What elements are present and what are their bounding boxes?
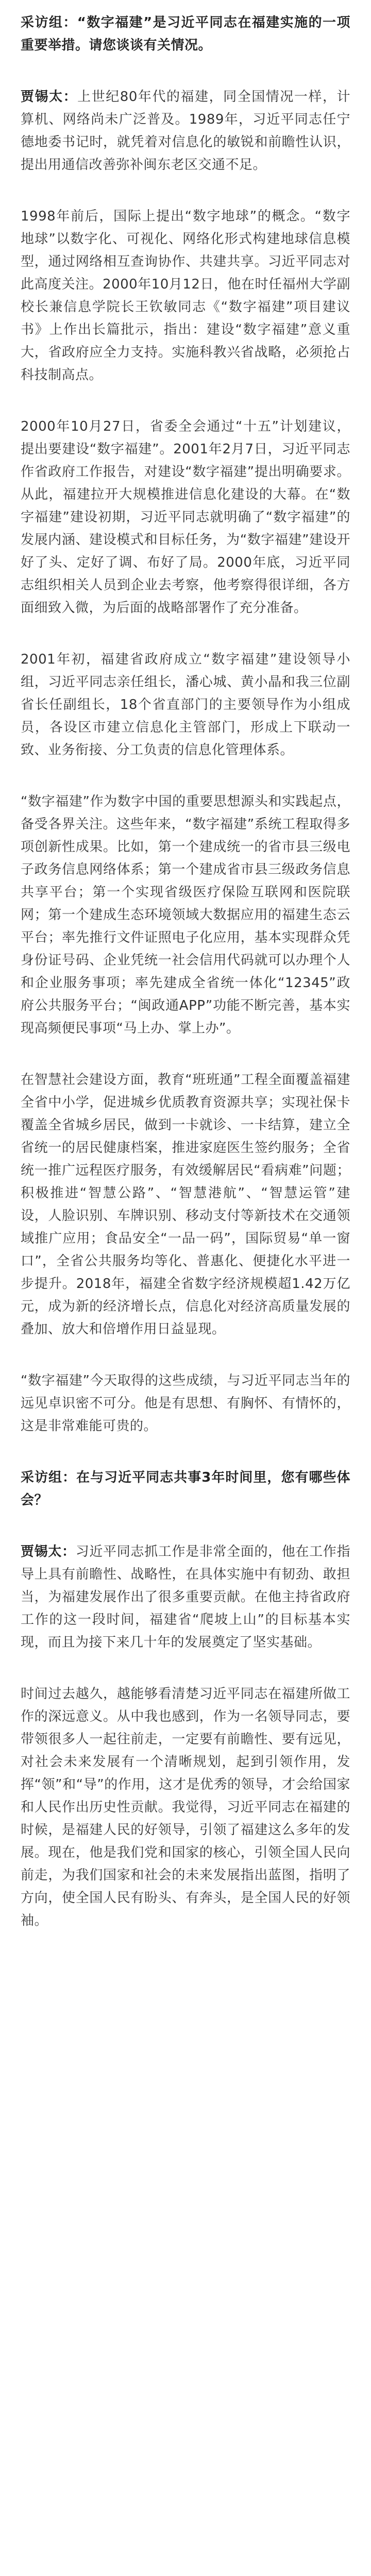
answer-paragraph — [21, 86, 350, 176]
question-speaker: 采访组： — [21, 15, 77, 30]
question-text: “数字福建”是习近平同志在福建实施的一项重要举措。请您谈谈有关情况。 — [21, 15, 350, 53]
body-paragraph: “数字福建”作为数字中国的重要思想源头和实践起点，备受各界关注。这些年来，“数字福建”系统工程取得多项创新性成果。比如，第一个建成统一的省市县三级电子政务信息网络体系；第一个建成省市县三级政务信息共享平台；第一个实现省级医疗保险互联网和医院联网；第一个建成生态环境领域大数据应用的福建生态云平台；率先推行文件证照电子化应用，基本实现群众凭身份证号码、企业凭统一社会信用代码就可以办理个人和企业服务事项；率先建成全省统一体化“12345”政府公共服务平台；“闽政通APP”功能不断完善，基本实现高频便民事项“马上办、掌上办”。 — [21, 794, 350, 1036]
question-text: 在与习近平同志共事3年时间里，您有哪些体会？ — [21, 1470, 350, 1508]
body-paragraph: 1998年前后，国际上提出“数字地球”的概念。“数字地球”以数字化、可视化、网络化形式构建地球信息模型，通过网络相互查询协作、共建共享。习近平同志对此高度关注。2000年10月12日，他在时任福州大学副校长兼信息学院长王钦敏同志《“数字福建”项目建议书》上作出长篇批示，指出：建设“数字福建”意义重大，省政府应全力支持。实施科教兴省战略，必须抢占科技制高点。 — [21, 209, 350, 383]
body-paragraph: 在智慧社会建设方面，教育“班班通”工程全面覆盖福建全省中小学，促进城乡优质教育资源共享；实现社保卡覆盖全省城乡居民，做到一卡就诊、一卡结算，建立全省统一的居民健康档案，推进家庭医生签约服务；全省统一推广远程医疗服务，有效缓解居民“看病难”问题；积极推进“智慧公路”、“智慧港航”、“智慧运管”建设，人脸识别、车牌识别、移动支付等新技术在交通领域推广应用；食品安全“一品一码”，国际贸易“单一窗口”，全省公共服务均等化、普惠化、便捷化水平进一步提升。2018年，福建全省数字经济规模超1.42万亿元，成为新的经济增长点，信息化对经济高质量发展的叠加、放大和倍增作用日益显现。 — [21, 1072, 350, 1337]
body-paragraph: “数字福建”今天取得的这些成绩，与习近平同志当年的远见卓识密不可分。他是有思想、有胸怀、有情怀的，这是非常难能可贵的。 — [21, 1373, 350, 1434]
answer-text: 习近平同志抓工作是非常全面的，他在工作指导上具有前瞻性、战略性，在具体实施中有韧劲、敢担当，为福建发展作出了很多重要贡献。在他主持省政府工作的这一段时间，福建省“爬坡上山”的目标基本实现，而且为接下来几十年的发展奠定了坚实基础。 — [21, 1544, 350, 1650]
body-paragraph: 2001年初，福建省政府成立“数字福建”建设领导小组，习近平同志亲任组长，潘心城、黄小晶和我三位副省长任副组长，18个省直部门的主要领导作为小组成员，各设区市建立信息化主管部门，形成上下联动一致、业务衔接、分工负责的信息化管理体系。 — [21, 652, 350, 758]
body-paragraph: 2000年10月27日，省委全会通过“十五”计划建议，提出要建设“数字福建”。2001年2月7日，习近平同志作省政府工作报告，对建设“数字福建”提出明确要求。从此，福建拉开大规模推进信息化建设的大幕。在“数字福建”建设初期，习近平同志就明确了“数字福建”的发展内涵、建设模式和目标任务，为“数字福建”建设开好了头、定好了调、布好了局。2000年底，习近平同志组织相关人员到企业去考察，他考察得很详细，各方面细致入微，为后面的战略部署作了充分准备。 — [21, 419, 350, 616]
question-paragraph — [21, 1466, 350, 1512]
answer-speaker: 贾锡太： — [21, 1544, 76, 1560]
answer-text: 上世纪80年代的福建，同全国情况一样，计算机、网络尚未广泛普及。1989年，习近平同志任宁德地委书记时，就凭着对信息化的敏锐和前瞻性认识，提出用通信改善弥补闽东老区交通不足。 — [21, 89, 350, 173]
question-speaker: 采访组： — [21, 1470, 77, 1485]
answer-speaker: 贾锡太： — [21, 89, 78, 105]
question-paragraph — [21, 11, 350, 57]
answer-paragraph — [21, 1540, 350, 1654]
body-paragraph: 时间过去越久，越能够看清楚习近平同志在福建所做工作的深远意义。从中我也感到，作为一名领导同志，要带领很多人一起往前走，一定要有前瞻性、要有远见，对社会未来发展有一个清晰规划，起到引领作用，发挥“领”和“导”的作用，这才是优秀的领导，才会给国家和人民作出历史性贡献。我觉得，习近平同志在福建的时候，是福建人民的好领导，引领了福建这么多年的发展。现在，他是我们党和国家的核心，引领全国人民向前走，为我们国家和社会的未来发展指出蓝图，指明了方向，使全国人民有盼头、有奔头，是全国人民的好领袖。 — [21, 1686, 350, 1928]
